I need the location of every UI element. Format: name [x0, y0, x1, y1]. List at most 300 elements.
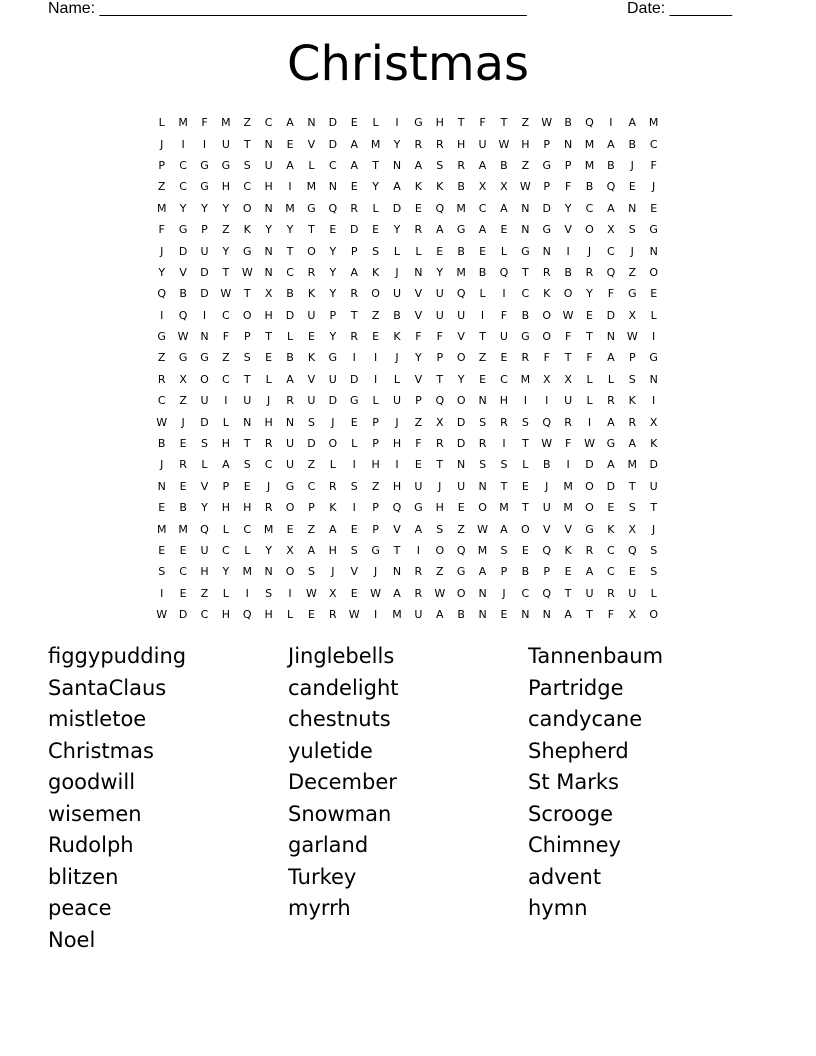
grid-letter: D [456, 437, 466, 451]
grid-letter: T [265, 330, 273, 344]
grid-row [151, 583, 671, 604]
grid-letter: G [157, 330, 166, 344]
grid-letter: J [438, 479, 442, 493]
grid-letter: U [286, 458, 295, 472]
grid-letter: K [371, 265, 380, 279]
grid-row [151, 305, 671, 326]
grid-letter: X [628, 608, 637, 622]
grid-letter: C [200, 608, 209, 622]
grid-letter: U [564, 394, 573, 408]
grid-letter: R [179, 458, 187, 472]
grid-letter: E [350, 586, 358, 600]
grid-letter: Y [436, 265, 444, 279]
grid-letter: H [264, 608, 273, 622]
grid-letter: G [649, 223, 658, 237]
grid-letter: A [607, 458, 615, 472]
grid-letter: N [478, 586, 487, 600]
grid-letter: N [157, 479, 166, 493]
grid-letter: G [414, 501, 423, 515]
grid-letter: Y [222, 201, 230, 215]
grid-letter: I [566, 244, 570, 258]
grid-letter: T [243, 372, 251, 386]
grid-letter: C [521, 586, 530, 600]
grid-letter: L [308, 158, 315, 172]
grid-letter: O [542, 308, 552, 322]
grid-letter: V [542, 522, 551, 536]
grid-letter: U [414, 608, 423, 622]
word-column [288, 641, 528, 925]
grid-letter: K [307, 351, 316, 365]
grid-letter: A [436, 223, 444, 237]
grid-letter: D [200, 415, 209, 429]
grid-letter: X [607, 223, 615, 237]
grid-row [151, 347, 671, 368]
grid-letter: O [521, 522, 530, 536]
grid-letter: F [564, 437, 572, 451]
grid-letter: J [160, 137, 164, 151]
grid-letter: D [606, 479, 616, 493]
grid-letter: J [395, 415, 399, 429]
grid-letter: F [436, 330, 443, 344]
grid-letter: V [414, 308, 423, 322]
grid-letter: R [585, 544, 594, 557]
grid-letter: A [436, 608, 444, 622]
grid-letter: I [652, 330, 656, 344]
grid-letter: U [542, 501, 551, 515]
grid-letter: X [628, 308, 637, 322]
grid-letter: Z [628, 265, 637, 279]
grid-letter: L [222, 522, 229, 536]
grid-row [151, 433, 671, 454]
grid-letter: Z [179, 394, 187, 408]
grid-letter: J [630, 158, 634, 172]
grid-letter: T [500, 116, 508, 130]
grid-letter: O [285, 501, 295, 515]
grid-letter: R [478, 437, 487, 451]
grid-letter: R [350, 287, 359, 301]
grid-letter: W [305, 586, 317, 600]
grid-letter: I [373, 608, 378, 622]
grid-letter: G [200, 158, 209, 172]
grid-letter: J [181, 415, 185, 429]
grid-letter: R [564, 415, 572, 429]
grid-letter: C [222, 372, 230, 386]
grid-letter: N [414, 265, 423, 279]
grid-letter: T [521, 265, 529, 279]
grid-letter: R [542, 265, 551, 279]
grid-letter: T [243, 437, 251, 451]
grid-letter: P [436, 351, 444, 365]
grid-letter: E [500, 608, 508, 622]
word-list-item: candelight [288, 675, 399, 700]
grid-letter: G [349, 394, 359, 408]
grid-letter: Q [627, 544, 637, 557]
grid-letter: L [372, 201, 379, 215]
grid-letter: D [649, 458, 658, 472]
grid-row [151, 476, 671, 497]
grid-letter: Y [393, 223, 401, 237]
grid-letter: A [329, 522, 337, 536]
grid-letter: T [521, 437, 529, 451]
word-list-item: St Marks [528, 770, 619, 794]
grid-letter: X [264, 287, 273, 301]
grid-letter: K [543, 287, 551, 301]
grid-letter: M [456, 265, 466, 279]
grid-letter: P [500, 565, 508, 579]
grid-letter: T [436, 458, 444, 472]
grid-letter: E [500, 351, 508, 365]
grid-letter: A [350, 265, 358, 279]
grid-letter: R [264, 437, 273, 451]
word-list-item: December [288, 770, 397, 794]
word-list-item: peace [48, 896, 112, 920]
grid-letter: M [156, 522, 167, 536]
grid-letter: T [586, 608, 593, 622]
grid-letter: B [457, 244, 465, 258]
word-list-item: myrrh [288, 896, 351, 920]
grid-letter: U [457, 308, 466, 322]
grid-letter: Q [542, 415, 552, 429]
grid-letter: A [607, 201, 615, 215]
grid-letter: S [372, 244, 380, 258]
grid-letter: Y [222, 244, 230, 258]
grid-letter: E [179, 437, 187, 451]
grid-letter: Y [372, 180, 379, 194]
grid-letter: T [286, 244, 294, 258]
grid-letter: Q [542, 586, 552, 600]
grid-letter: C [243, 180, 252, 194]
grid-letter: B [564, 265, 572, 279]
grid-letter: A [286, 372, 294, 386]
grid-letter: O [242, 201, 252, 215]
grid-letter: P [543, 565, 551, 579]
grid-letter: G [456, 565, 466, 579]
grid-letter: L [586, 372, 593, 386]
grid-letter: P [372, 522, 379, 536]
grid-letter: E [350, 116, 358, 130]
grid-letter: P [543, 137, 551, 151]
grid-letter: N [328, 180, 337, 194]
grid-letter: E [350, 522, 358, 536]
grid-letter: U [307, 394, 316, 408]
grid-letter: Q [435, 201, 445, 215]
word-search-grid [151, 112, 671, 625]
grid-letter: O [371, 287, 380, 301]
grid-letter: R [414, 586, 423, 600]
grid-letter: E [286, 522, 294, 536]
grid-letter: O [456, 586, 466, 600]
grid-letter: G [521, 330, 530, 344]
grid-letter: O [307, 244, 316, 258]
grid-letter: U [328, 372, 337, 386]
grid-letter: U [499, 330, 508, 344]
grid-letter: A [393, 180, 401, 194]
grid-letter: B [179, 501, 187, 515]
grid-letter: W [156, 608, 168, 622]
grid-letter: X [500, 180, 508, 194]
grid-letter: S [500, 544, 508, 557]
grid-letter: T [372, 158, 379, 172]
grid-letter: W [541, 437, 553, 451]
grid-letter: O [242, 308, 252, 322]
grid-letter: I [224, 394, 228, 408]
grid-letter: I [566, 458, 570, 472]
word-column [528, 641, 768, 925]
grid-letter: D [392, 201, 402, 215]
grid-letter: M [456, 201, 466, 215]
grid-letter: Q [499, 265, 509, 279]
grid-row [151, 326, 671, 347]
grid-letter: L [158, 116, 165, 130]
grid-letter: T [457, 116, 465, 130]
word-list-item: Noel [48, 927, 96, 952]
grid-letter: C [264, 116, 273, 130]
grid-letter: P [415, 394, 422, 408]
grid-letter: V [350, 565, 358, 579]
grid-letter: J [587, 244, 592, 258]
grid-letter: H [499, 394, 509, 408]
grid-letter: W [348, 608, 360, 622]
grid-letter: W [519, 180, 531, 194]
grid-letter: W [241, 265, 253, 279]
grid-letter: Y [201, 201, 208, 215]
grid-letter: N [478, 608, 487, 622]
grid-letter: U [243, 394, 252, 408]
grid-letter: H [392, 479, 402, 493]
grid-letter: A [393, 586, 401, 600]
grid-letter: O [563, 287, 573, 301]
grid-letter: R [157, 372, 166, 386]
grid-letter: B [500, 158, 508, 172]
grid-letter: Y [564, 201, 572, 215]
grid-letter: U [221, 137, 230, 151]
grid-letter: F [222, 330, 230, 344]
grid-letter: I [373, 372, 378, 386]
grid-letter: K [650, 437, 658, 451]
grid-letter: E [414, 458, 422, 472]
grid-letter: A [628, 116, 637, 130]
grid-letter: F [564, 180, 572, 194]
grid-letter: T [521, 501, 529, 515]
grid-letter: R [414, 223, 423, 237]
grid-letter: Q [542, 544, 552, 557]
grid-letter: P [243, 330, 251, 344]
grid-letter: E [479, 244, 487, 258]
grid-letter: H [264, 308, 273, 322]
grid-letter: F [607, 608, 615, 622]
word-list-item: blitzen [48, 864, 119, 889]
grid-letter: L [286, 608, 294, 622]
grid-letter: R [350, 201, 359, 215]
grid-letter: H [392, 437, 402, 451]
grid-letter: L [286, 330, 294, 344]
grid-letter: Q [178, 308, 188, 322]
grid-letter: S [243, 158, 251, 172]
grid-letter: D [328, 137, 338, 151]
grid-letter: P [372, 437, 379, 451]
grid-letter: L [222, 415, 229, 429]
grid-letter: U [435, 308, 444, 322]
grid-letter: T [628, 479, 636, 493]
grid-letter: U [649, 479, 658, 493]
grid-letter: J [160, 458, 164, 472]
grid-letter: O [200, 372, 209, 386]
grid-letter: N [457, 458, 466, 472]
grid-letter: G [542, 158, 551, 172]
grid-letter: B [393, 308, 401, 322]
grid-letter: C [585, 201, 594, 215]
grid-letter: A [286, 116, 294, 130]
grid-letter: W [562, 308, 574, 322]
grid-letter: P [628, 351, 636, 365]
grid-letter: M [499, 501, 509, 515]
grid-letter: T [586, 330, 593, 344]
grid-letter: R [435, 137, 444, 151]
grid-letter: K [607, 522, 615, 536]
grid-letter: Y [415, 351, 422, 365]
grid-letter: Z [243, 116, 252, 130]
grid-letter: U [200, 544, 209, 557]
grid-letter: G [542, 223, 551, 237]
grid-letter: E [479, 372, 487, 386]
name-field-label: Name: ________________________________________________ [48, 0, 527, 17]
grid-letter: Y [329, 265, 337, 279]
grid-letter: N [564, 137, 573, 151]
grid-letter: N [285, 415, 295, 429]
grid-letter: D [285, 308, 295, 322]
grid-letter: Y [329, 287, 337, 301]
grid-letter: A [414, 158, 423, 172]
grid-letter: S [265, 586, 273, 600]
grid-letter: Z [307, 522, 316, 536]
grid-letter: I [160, 586, 164, 600]
grid-letter: G [242, 244, 252, 258]
grid-letter: T [436, 372, 444, 386]
grid-letter: G [628, 287, 637, 301]
grid-letter: G [200, 180, 209, 194]
grid-letter: J [652, 180, 656, 194]
grid-letter: G [200, 351, 209, 365]
grid-letter: B [286, 351, 294, 365]
grid-letter: Z [222, 223, 230, 237]
grid-letter: H [221, 501, 230, 515]
grid-letter: E [521, 544, 529, 557]
grid-letter: I [545, 394, 549, 408]
grid-letter: E [586, 308, 593, 322]
grid-letter: C [157, 394, 166, 408]
grid-letter: C [179, 158, 187, 172]
grid-letter: I [609, 116, 613, 130]
grid-letter: N [264, 137, 273, 151]
grid-letter: X [286, 544, 294, 557]
grid-row [151, 561, 671, 582]
grid-letter: E [158, 544, 166, 557]
grid-letter: G [649, 351, 658, 365]
grid-letter: I [202, 137, 207, 151]
grid-letter: F [415, 330, 422, 344]
grid-row [151, 155, 671, 176]
grid-letter: J [160, 244, 164, 258]
grid-letter: R [328, 479, 337, 493]
word-list-item: advent [528, 864, 602, 889]
grid-letter: C [264, 458, 273, 472]
grid-letter: L [265, 372, 272, 386]
grid-letter: T [308, 223, 315, 237]
grid-letter: S [436, 158, 444, 172]
grid-letter: M [392, 608, 402, 622]
grid-letter: S [650, 565, 658, 579]
grid-letter: R [307, 265, 316, 279]
grid-letter: L [393, 372, 401, 386]
grid-letter: I [288, 586, 292, 600]
grid-letter: R [350, 330, 359, 344]
grid-letter: I [288, 180, 292, 194]
grid-letter: H [221, 180, 230, 194]
grid-letter: M [263, 522, 274, 536]
grid-letter: V [457, 330, 465, 344]
grid-letter: T [222, 265, 230, 279]
grid-letter: I [652, 394, 656, 408]
grid-letter: J [545, 479, 549, 493]
word-list-item: Snowman [288, 801, 392, 826]
grid-letter: M [156, 201, 167, 215]
grid-letter: H [264, 415, 273, 429]
grid-letter: U [628, 586, 637, 600]
grid-letter: N [264, 201, 273, 215]
grid-letter: I [395, 458, 399, 472]
grid-letter: D [349, 223, 359, 237]
grid-letter: N [264, 265, 273, 279]
word-list-item: Tannenbaum [528, 644, 664, 668]
grid-letter: N [649, 372, 658, 386]
grid-letter: Z [371, 479, 380, 493]
grid-letter: O [585, 501, 594, 515]
grid-letter: N [521, 201, 530, 215]
grid-letter: O [542, 330, 552, 344]
grid-letter: T [479, 330, 486, 344]
grid-letter: V [200, 479, 209, 493]
grid-letter: Y [265, 223, 273, 237]
grid-letter: E [650, 287, 658, 301]
grid-letter: P [564, 158, 572, 172]
grid-letter: B [521, 565, 530, 579]
grid-letter: A [414, 522, 423, 536]
grid-letter: A [307, 544, 316, 557]
grid-letter: S [628, 372, 636, 386]
grid-letter: T [350, 308, 358, 322]
grid-letter: A [607, 415, 615, 429]
word-list-item: Rudolph [48, 833, 134, 857]
grid-letter: E [372, 223, 380, 237]
grid-letter: L [222, 586, 229, 600]
grid-letter: N [649, 244, 658, 258]
grid-row [151, 604, 671, 625]
grid-letter: N [200, 330, 209, 344]
grid-letter: F [415, 437, 422, 451]
grid-letter: I [352, 458, 356, 472]
grid-letter: U [286, 437, 295, 451]
grid-letter: U [478, 137, 487, 151]
grid-letter: Q [606, 265, 616, 279]
grid-letter: W [584, 437, 595, 451]
grid-letter: W [370, 586, 382, 600]
grid-letter: R [521, 351, 530, 365]
grid-letter: T [243, 287, 251, 301]
grid-letter: K [564, 544, 572, 557]
grid-letter: L [500, 244, 508, 258]
grid-letter: X [628, 522, 637, 536]
grid-row [151, 240, 671, 261]
